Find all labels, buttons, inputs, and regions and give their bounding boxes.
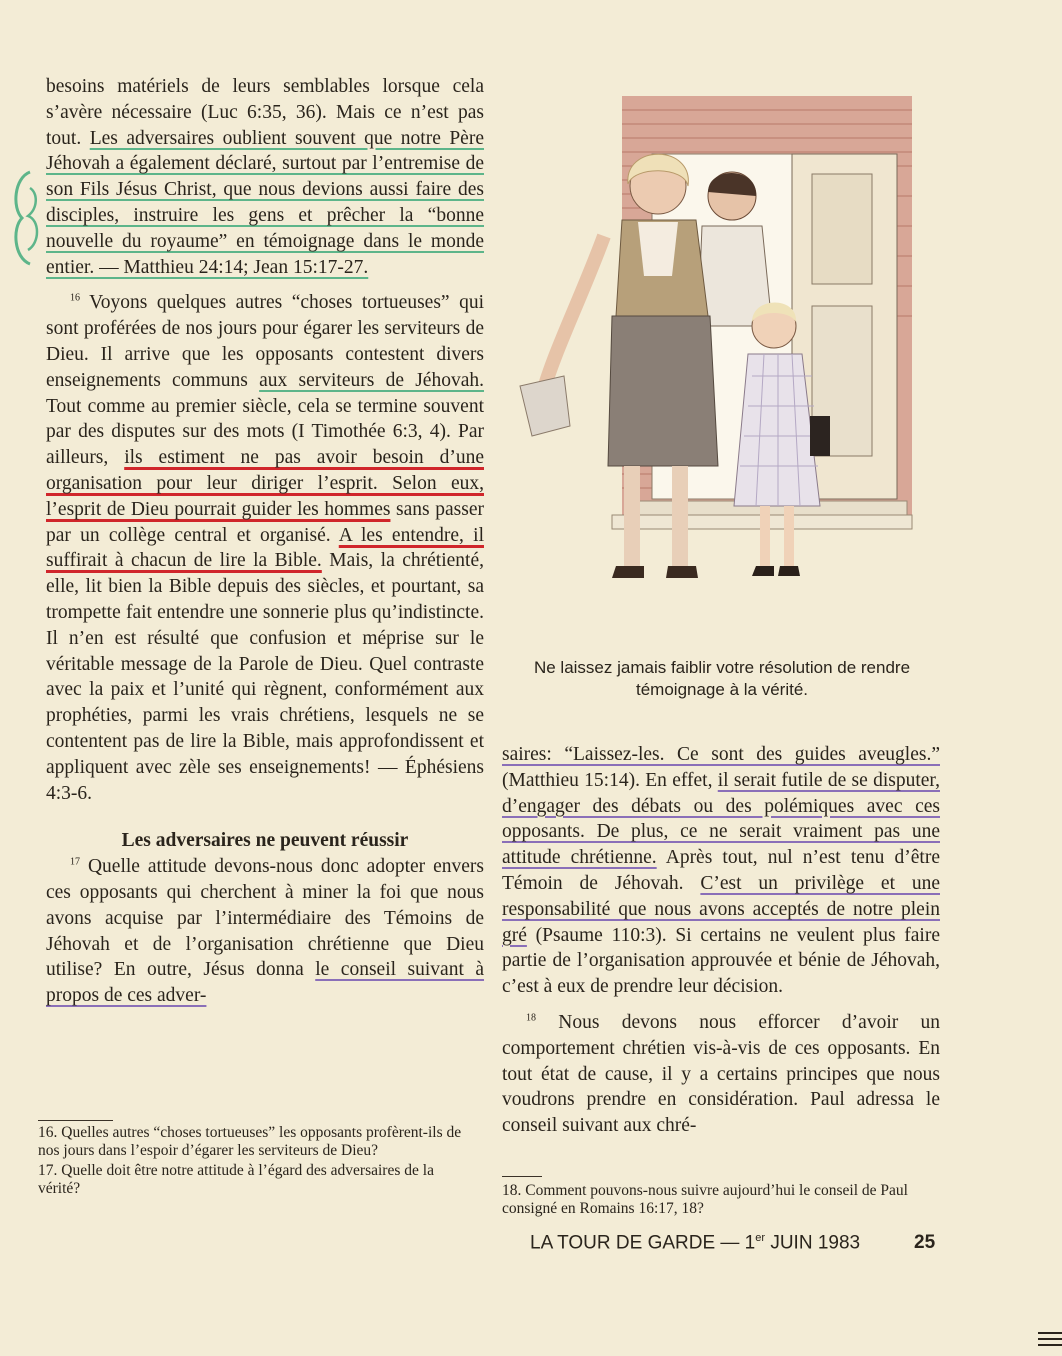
paragraph-17: $^{17}$ Quelle attitude devons-nous donc adopter envers ces opposants qui cherchent à miner la foi que nous avons acquise par l’intermédiaire des Témoins de Jéhovah et de l’organisation chrétienne que Dieu utilise? En outre, Jésus donna le conseil suivant à propos de ces adver- [46, 856, 485, 1007]
illustration-caption: Ne laissez jamais faiblir votre résolution de rendre témoignage à la vérité. [533, 658, 911, 699]
study-question: 16. Quelles autres “choses tortueuses” les opposants profèrent-ils de nos jours dans l’espoir d’égarer les serviteurs de Dieu? [38, 1124, 462, 1159]
paragraph-number: 16 [70, 292, 80, 304]
paragraph-15-end [46, 74, 484, 280]
paragraph-17-continued: saires: “Laissez-les. Ce sont des guides aveugles.” (Matthieu 15:14). En effet, il serait futile de se disputer, d’engager des débats ou des polémiques avec ces opposants. De plus, ce ne serait vraiment pas une attitude chrétienne. Après tout, nul n’est tenu d’être Témoin de Jéhovah. C’est un privilège et une responsabilité que nous avons acceptés de notre plein gré (Psaume 110:3). Si certains ne veulent plus faire partie de l’organisation approuvée et bénie de Jéhovah, c’est à eux de prendre leur décision. [502, 744, 940, 998]
section-heading: Les adversaires ne peuvent réussir [121, 830, 409, 852]
green-underlined-text: aux serviteurs de Jéhovah. [259, 369, 484, 391]
running-footer: LA TOUR DE GARDE — 1er JUIN 1983 [530, 1232, 861, 1254]
illustration-women-leaving-doorway [512, 96, 930, 630]
purple-underlined-text: le conseil suivant à propos de ces adver- [46, 959, 485, 1007]
paragraph-16: $^{16}$ Voyons quelques autres “choses tortueuses” qui sont proférées de nos jours pour égarer les serviteurs de Dieu. Il arrive que les opposants contestent divers enseignements communs aux serviteurs de Jéhovah. Tout comme au premier siècle, cela se termine souvent par des disputes sur des mots (I Timothée 6:3, 4). Par ailleurs, ils estiment ne pas avoir besoin d’une organisation pour leur diriger l’esprit. Selon eux, l’esprit de Dieu pourrait guider les hommes sans passer par un collège central et organisé. A les entendre, il suffirait à chacun de lire la Bible. Mais, la chrétienté, elle, lit bien la Bible depuis des siècles, et pourtant, sa trompette fait entendre une sonnerie plus qu’indistincte. Il n’en est résulté que confusion et méprise sur le véritable message de la Parole de Dieu. Quel contraste avec la paix et l’unité qui règnent, conformément aux prophéties, parmi les vrais chrétiens, lesquels ne se contentent pas de lire la Bible, mais approfondissent et appliquent avec zèle ses enseignements! — Éphésiens 4:3-6. [46, 292, 484, 804]
intro-text: besoins matériels de leurs semblables lorsque cela s’avère nécessaire (Luc 6:35, 36). Mais ce n’est pas tout. [46, 76, 484, 149]
study-question: 17. Quelle doit être notre attitude à l’égard des adversaires de la vérité? [38, 1162, 434, 1197]
paragraph-18: $^{18}$ Nous devons nous efforcer d’avoir un comportement chrétien vis-à-vis de ces opposants. En tout état de cause, il y a certains principes que nous voudrons prendre en considération. Paul adressa le conseil suivant aux chré- [502, 1011, 940, 1137]
left-column [46, 74, 484, 1009]
purple-underlined-text: saires: “Laissez-les. Ce sont des guides aveugles.” [502, 744, 940, 765]
purple-underlined-text: il serait futile de se disputer, d’engager des débats ou des polémiques avec ces opposants. De plus, ce ne serait vraiment pas une attitude chrétienne. [502, 769, 940, 869]
issue-date: JUIN 1983 [765, 1232, 861, 1254]
right-study-questions [502, 1182, 940, 1220]
footnote-divider [502, 1176, 542, 1177]
red-underlined-text: ils estiment ne pas avoir besoin d’une organisation pour leur diriger l’esprit. Selon eux, l’esprit de Dieu pourrait guider les hommes [46, 447, 484, 520]
study-question: 18. Comment pouvons-nous suivre aujourd’hui le conseil de Paul consigné en Romains 16:17, 18? [502, 1182, 908, 1217]
page-number: 25 [914, 1232, 936, 1253]
purple-underlined-text: C’est un privilège et une responsabilité que nous avons acceptés de notre plein gré [502, 872, 940, 946]
handwritten-bracket-mark [8, 168, 48, 268]
paragraph-number: 18 [526, 1012, 536, 1024]
footnote-divider [38, 1120, 113, 1121]
left-study-questions [38, 1124, 476, 1200]
green-underlined-text: Les adversaires oublient souvent que notre Père Jéhovah a également déclaré, surtout par l’entremise de son Fils Jésus Christ, que nous devions aussi faire des disciples, instruire les gens et prêcher la “bonne nouvelle du royaume” en témoignage dans le monde entier. — Matthieu 24:14; Jean 15:17-27. [46, 127, 484, 278]
page-edge-marks [1038, 1332, 1062, 1350]
paragraph-number: 17 [70, 856, 80, 868]
red-underlined-text: A les entendre, il suffirait à chacun de lire la Bible. [46, 524, 484, 572]
magazine-title: LA TOUR DE GARDE — 1 [530, 1232, 756, 1254]
right-column [502, 742, 940, 1139]
